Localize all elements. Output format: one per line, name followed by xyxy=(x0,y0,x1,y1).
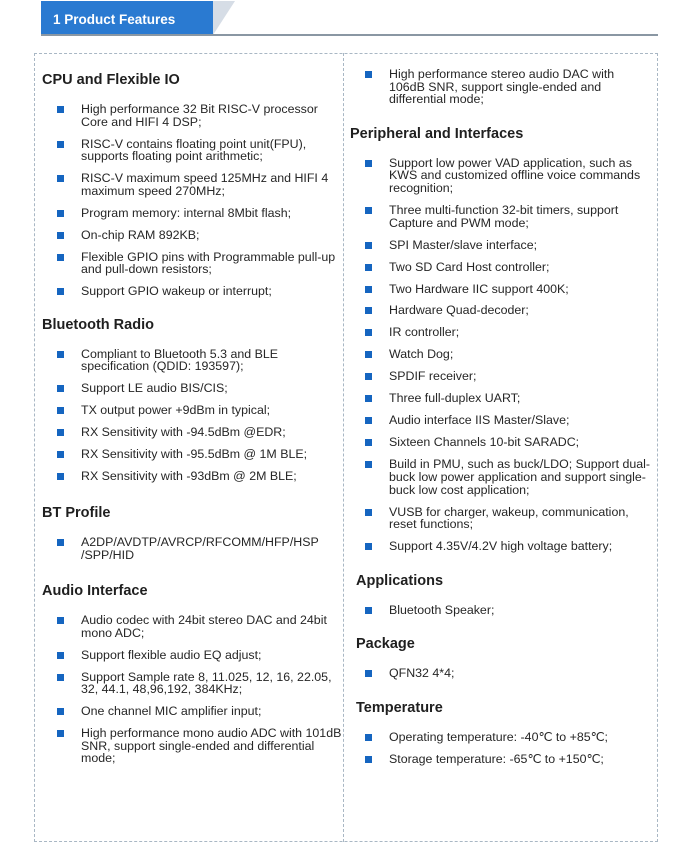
square-bullet-icon xyxy=(57,385,64,392)
feature-item xyxy=(42,470,342,483)
feature-item xyxy=(42,536,342,561)
feature-text: Compliant to Bluetooth 5.3 and BLE specification (QDID: 193597); xyxy=(81,346,279,374)
square-bullet-icon xyxy=(365,329,372,336)
section-audio-interface xyxy=(42,583,342,765)
feature-list xyxy=(356,604,650,617)
feature-item xyxy=(350,436,650,449)
square-bullet-icon xyxy=(365,439,372,446)
feature-list xyxy=(356,731,650,766)
feature-item xyxy=(42,614,342,639)
feature-list xyxy=(42,614,342,765)
section-applications xyxy=(350,573,650,617)
feature-item xyxy=(350,204,650,229)
right-column xyxy=(350,68,650,775)
feature-item xyxy=(350,392,650,405)
square-bullet-icon xyxy=(57,730,64,737)
section-bluetooth-radio xyxy=(42,317,342,483)
feature-text: Bluetooth Speaker; xyxy=(389,602,495,617)
feature-item xyxy=(350,370,650,383)
feature-text: High performance mono audio ADC with 101dB SNR, support single-ended and differential mode; xyxy=(81,726,342,766)
feature-item xyxy=(42,426,342,439)
feature-text: Audio codec with 24bit stereo DAC and 24bit mono ADC; xyxy=(81,613,327,640)
feature-text: Flexible GPIO pins with Programmable pull-up and pull-down resistors; xyxy=(81,249,336,277)
section-title: CPU and Flexible IO xyxy=(42,72,180,88)
section-title: Package xyxy=(356,636,415,653)
feature-text: RX Sensitivity with -93dBm @ 2M BLE; xyxy=(81,469,297,484)
feature-text: RX Sensitivity with -95.5dBm @ 1M BLE; xyxy=(81,447,308,462)
square-bullet-icon xyxy=(365,756,372,763)
feature-item xyxy=(350,753,650,766)
square-bullet-icon xyxy=(365,373,372,380)
feature-item xyxy=(42,348,342,373)
feature-item xyxy=(350,326,650,339)
feature-text: A2DP/AVDTP/AVRCP/RFCOMM/HFP/HSP /SPP/HID xyxy=(81,534,319,562)
feature-list xyxy=(42,348,342,483)
feature-item xyxy=(350,506,650,531)
feature-text: Two SD Card Host controller; xyxy=(389,259,550,274)
feature-item xyxy=(350,157,650,195)
square-bullet-icon xyxy=(57,652,64,659)
feature-text: VUSB for charger, wakeup, communication, reset functions; xyxy=(389,504,629,532)
feature-text: Hardware Quad-decoder; xyxy=(389,303,529,318)
feature-item xyxy=(350,261,650,274)
square-bullet-icon xyxy=(57,451,64,458)
header-rule xyxy=(41,34,658,36)
square-bullet-icon xyxy=(365,543,372,550)
feature-text: On-chip RAM 892KB; xyxy=(81,227,200,242)
square-bullet-icon xyxy=(365,607,372,614)
feature-text: Operating temperature: -40℃ to +85℃; xyxy=(389,729,608,744)
square-bullet-icon xyxy=(57,210,64,217)
feature-item xyxy=(350,667,650,680)
section-header-title: 1 Product Features xyxy=(53,12,176,27)
feature-text: Two Hardware IIC support 400K; xyxy=(389,281,569,296)
section-peripheral-and-interfaces xyxy=(350,126,650,553)
feature-item xyxy=(42,138,342,163)
feature-text: Support Sample rate 8, 11.025, 12, 16, 22.05, 32, 44.1, 48,96,192, 384KHz; xyxy=(81,669,332,697)
square-bullet-icon xyxy=(365,395,372,402)
square-bullet-icon xyxy=(57,288,64,295)
square-bullet-icon xyxy=(365,207,372,214)
section-continued xyxy=(350,68,650,106)
feature-list xyxy=(42,103,342,298)
feature-item xyxy=(350,540,650,553)
feature-text: SPDIF receiver; xyxy=(389,369,477,384)
section-header-tab xyxy=(41,1,213,35)
feature-text: RISC-V maximum speed 125MHz and HIFI 4 maximum speed 270MHz; xyxy=(81,171,329,198)
feature-text: Three multi-function 32-bit timers, support Capture and PWM mode; xyxy=(389,202,619,230)
feature-text: SPI Master/slave interface; xyxy=(389,237,538,252)
square-bullet-icon xyxy=(57,254,64,261)
feature-item xyxy=(350,239,650,252)
feature-item xyxy=(42,448,342,461)
square-bullet-icon xyxy=(57,232,64,239)
feature-text: One channel MIC amplifier input; xyxy=(81,704,262,719)
feature-text: Audio interface IIS Master/Slave; xyxy=(389,413,570,428)
feature-item xyxy=(350,731,650,744)
feature-item xyxy=(42,382,342,395)
square-bullet-icon xyxy=(57,351,64,358)
feature-item xyxy=(42,727,342,765)
feature-text: Support 4.35V/4.2V high voltage battery; xyxy=(389,539,613,554)
feature-list xyxy=(42,536,342,561)
feature-list xyxy=(350,157,650,553)
feature-item xyxy=(42,229,342,242)
left-column xyxy=(42,72,342,774)
feature-item xyxy=(350,68,650,106)
feature-text: Build in PMU, such as buck/LDO; Support dual-buck low power application and support single-buck low cost application; xyxy=(389,457,651,497)
square-bullet-icon xyxy=(365,307,372,314)
square-bullet-icon xyxy=(365,670,372,677)
section-title: Bluetooth Radio xyxy=(42,316,154,333)
square-bullet-icon xyxy=(365,734,372,741)
feature-text: Support LE audio BIS/CIS; xyxy=(81,381,228,396)
feature-text: IR controller; xyxy=(389,325,460,340)
section-package xyxy=(350,636,650,680)
header-tab-slant xyxy=(213,1,235,35)
feature-text: Program memory: internal 8Mbit flash; xyxy=(81,205,292,220)
square-bullet-icon xyxy=(365,264,372,271)
feature-item xyxy=(350,604,650,617)
section-title: Applications xyxy=(356,572,444,589)
feature-text: Support low power VAD application, such as KWS and customized offline voice commands recognition; xyxy=(389,155,641,195)
feature-text: Support GPIO wakeup or interrupt; xyxy=(81,284,272,299)
feature-item xyxy=(42,649,342,662)
square-bullet-icon xyxy=(365,509,372,516)
square-bullet-icon xyxy=(365,71,372,78)
feature-item xyxy=(350,414,650,427)
section-title: Peripheral and Interfaces xyxy=(350,125,524,142)
feature-text: TX output power +9dBm in typical; xyxy=(81,403,271,418)
feature-list xyxy=(356,667,650,680)
feature-item xyxy=(350,304,650,317)
section-title: Audio Interface xyxy=(42,583,148,600)
section-title: Temperature xyxy=(356,699,443,716)
section-cpu-and-flexible-io xyxy=(42,72,342,298)
feature-text: QFN32 4*4; xyxy=(389,666,455,681)
square-bullet-icon xyxy=(57,674,64,681)
square-bullet-icon xyxy=(365,461,372,468)
square-bullet-icon xyxy=(365,160,372,167)
feature-item xyxy=(42,103,342,128)
square-bullet-icon xyxy=(365,417,372,424)
square-bullet-icon xyxy=(57,539,64,546)
feature-item xyxy=(42,172,342,197)
feature-item xyxy=(42,207,342,220)
square-bullet-icon xyxy=(57,141,64,148)
square-bullet-icon xyxy=(57,175,64,182)
feature-item xyxy=(42,671,342,696)
feature-text: Support flexible audio EQ adjust; xyxy=(81,647,262,662)
feature-item xyxy=(42,285,342,298)
square-bullet-icon xyxy=(57,708,64,715)
feature-item xyxy=(42,705,342,718)
section-title: BT Profile xyxy=(42,504,111,521)
feature-item xyxy=(42,404,342,417)
feature-text: High performance stereo audio DAC with 106dB SNR, support single-ended and differential mode; xyxy=(389,67,615,107)
section-temperature xyxy=(350,700,650,766)
feature-text: Three full-duplex UART; xyxy=(389,391,521,406)
feature-item xyxy=(350,283,650,296)
feature-item xyxy=(350,458,650,496)
feature-text: Sixteen Channels 10-bit SARADC; xyxy=(389,435,580,450)
square-bullet-icon xyxy=(365,351,372,358)
feature-text: High performance 32 Bit RISC-V processor Core and HIFI 4 DSP; xyxy=(81,102,318,129)
square-bullet-icon xyxy=(57,106,64,113)
feature-item xyxy=(350,348,650,361)
column-divider xyxy=(343,53,344,842)
square-bullet-icon xyxy=(57,617,64,624)
feature-item xyxy=(42,251,342,276)
feature-text: Watch Dog; xyxy=(389,347,454,362)
feature-text: RX Sensitivity with -94.5dBm @EDR; xyxy=(81,425,286,440)
feature-text: RISC-V contains floating point unit(FPU), supports floating point arithmetic; xyxy=(81,136,307,164)
square-bullet-icon xyxy=(57,473,64,480)
square-bullet-icon xyxy=(57,429,64,436)
feature-list xyxy=(350,68,650,106)
square-bullet-icon xyxy=(365,286,372,293)
section-bt-profile xyxy=(42,505,342,561)
square-bullet-icon xyxy=(57,407,64,414)
feature-text: Storage temperature: -65℃ to +150℃; xyxy=(389,751,604,766)
square-bullet-icon xyxy=(365,242,372,249)
